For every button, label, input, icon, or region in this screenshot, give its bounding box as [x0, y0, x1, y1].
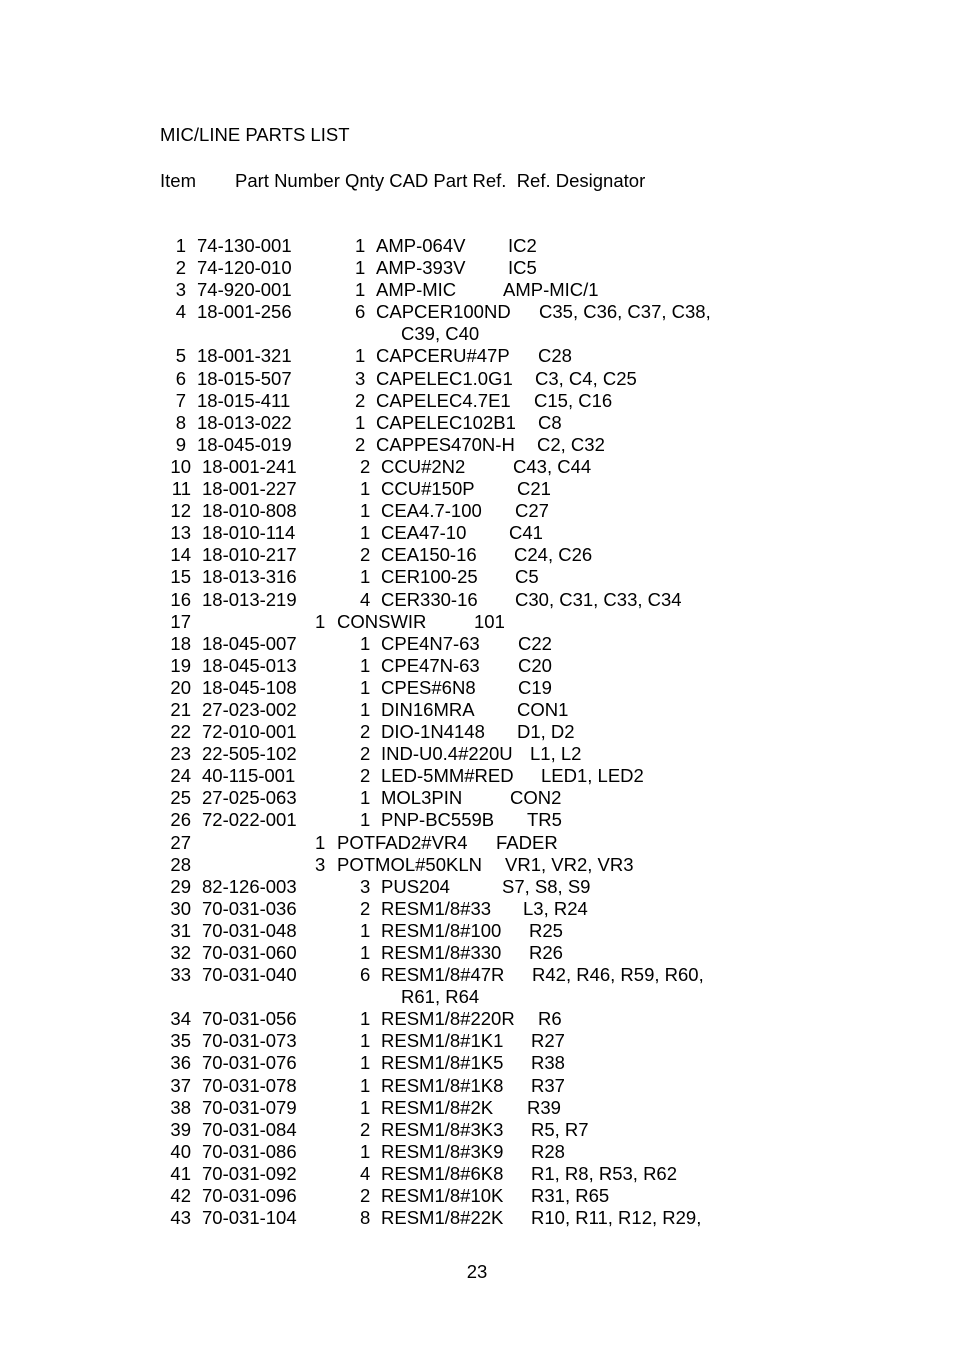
- quantity: 1: [360, 676, 371, 698]
- ref-designator: D1, D2: [517, 721, 575, 743]
- ref-designator: C43, C44: [513, 455, 592, 477]
- item-number: 18: [170, 632, 191, 654]
- cad-part-ref: RESM1/8#2K: [381, 1096, 494, 1118]
- quantity: 2: [360, 897, 371, 919]
- cad-part-ref: RESM1/8#330: [381, 942, 502, 963]
- part-number: 70-031-084: [202, 1118, 297, 1140]
- item-number: 24: [170, 765, 191, 787]
- quantity: 1: [360, 566, 371, 588]
- part-number: 70-031-056: [202, 1008, 297, 1030]
- quantity: 2: [360, 765, 371, 787]
- item-number: 20: [170, 676, 191, 698]
- quantity: 1: [360, 698, 371, 720]
- ref-designator: R26: [529, 942, 563, 963]
- part-number: 18-015-507: [197, 367, 292, 389]
- item-number: 3: [175, 279, 186, 301]
- ref-designator: 101: [474, 610, 505, 632]
- cad-part-ref: CPE47N-63: [381, 654, 480, 676]
- item-number: 9: [175, 433, 186, 455]
- quantity: 6: [355, 301, 366, 323]
- list-item: [0, 1052, 954, 1074]
- list-item: [0, 1141, 954, 1163]
- part-number: 40-115-001: [202, 765, 296, 787]
- quantity: 1: [360, 500, 371, 522]
- part-number: 70-031-092: [202, 1162, 297, 1184]
- ref-designator: C27: [515, 500, 549, 522]
- ref-designator: C3, C4, C25: [535, 367, 637, 389]
- ref-designator: R37: [531, 1074, 565, 1096]
- quantity: 1: [360, 654, 371, 676]
- part-number: 18-045-013: [202, 654, 297, 676]
- list-item: [0, 235, 954, 257]
- item-number: 19: [170, 654, 191, 676]
- part-number: 18-045-108: [202, 676, 297, 698]
- ref-designator: R6: [538, 1008, 562, 1030]
- quantity: 1: [315, 610, 326, 632]
- part-number: 70-031-073: [202, 1030, 297, 1052]
- item-number: 6: [175, 367, 186, 389]
- part-number: 18-001-256: [197, 301, 292, 323]
- list-item-continuation: [0, 986, 954, 1008]
- list-item: [0, 1185, 954, 1207]
- part-number: 70-031-078: [202, 1074, 297, 1096]
- cad-part-ref: CAPCER100ND: [376, 301, 511, 323]
- quantity: 1: [360, 1096, 371, 1118]
- item-number: 23: [170, 743, 191, 765]
- ref-designator: L1, L2: [530, 743, 582, 765]
- cad-part-ref: CCU#150P: [381, 478, 475, 500]
- part-number: 70-031-096: [202, 1185, 297, 1207]
- item-number: 17: [170, 610, 191, 632]
- quantity: 2: [355, 389, 366, 411]
- cad-part-ref: PNP-BC559B: [381, 809, 495, 831]
- part-number: 70-031-048: [202, 919, 297, 941]
- quantity: 2: [360, 743, 371, 765]
- part-number: 70-031-104: [202, 1207, 297, 1229]
- ref-designator: LED1, LED2: [541, 765, 644, 787]
- list-item: [0, 611, 954, 633]
- ref-designator: S7, S8, S9: [502, 875, 591, 897]
- quantity: 4: [360, 1162, 371, 1184]
- part-number: 27-023-002: [202, 698, 297, 720]
- part-number: 18-010-217: [202, 544, 297, 566]
- quantity: 2: [355, 433, 366, 455]
- cad-part-ref: CAPPES470N-H: [376, 433, 515, 455]
- quantity: 2: [360, 455, 371, 477]
- quantity: 1: [360, 787, 371, 809]
- list-item: [0, 765, 954, 787]
- cad-part-ref: RESM1/8#10K: [381, 1185, 504, 1207]
- quantity: 1: [360, 1074, 371, 1096]
- list-item: [0, 566, 954, 588]
- quantity: 1: [360, 1030, 371, 1052]
- cad-part-ref: RESM1/8#1K5: [381, 1052, 504, 1074]
- list-item: [0, 1163, 954, 1185]
- ref-designator: C21: [517, 478, 551, 500]
- item-number: 37: [170, 1074, 191, 1096]
- item-number: 35: [170, 1030, 191, 1052]
- ref-designator: IC5: [508, 257, 537, 279]
- item-number: 16: [170, 588, 191, 610]
- list-item: [0, 522, 954, 544]
- quantity: 1: [355, 411, 366, 433]
- list-item: [0, 699, 954, 721]
- ref-designator: R38: [531, 1052, 565, 1074]
- quantity: 6: [360, 964, 371, 986]
- quantity: 1: [360, 1052, 371, 1074]
- ref-designator: AMP-MIC/1: [503, 279, 599, 301]
- item-number: 25: [170, 787, 191, 809]
- ref-designator: R1, R8, R53, R62: [531, 1162, 678, 1184]
- parts-list: [0, 235, 954, 1229]
- cad-part-ref: RESM1/8#47R: [381, 964, 505, 986]
- list-item: [0, 920, 954, 942]
- list-item: [0, 544, 954, 566]
- list-item: [0, 478, 954, 500]
- part-number: 18-001-241: [202, 455, 297, 477]
- list-item: [0, 1030, 954, 1052]
- ref-designator: FADER: [496, 831, 558, 853]
- list-item: [0, 434, 954, 456]
- list-item: [0, 500, 954, 522]
- cad-part-ref: RESM1/8#1K8: [381, 1074, 504, 1096]
- ref-designator: VR1, VR2, VR3: [505, 853, 634, 875]
- column-header-item: Item: [160, 170, 196, 191]
- list-item: [0, 854, 954, 876]
- part-number: 18-015-411: [197, 389, 291, 411]
- ref-designator: C20: [518, 654, 552, 676]
- cad-part-ref: PUS204: [381, 875, 450, 897]
- part-number: 70-031-036: [202, 897, 297, 919]
- part-number: 18-010-808: [202, 500, 297, 522]
- item-number: 26: [170, 809, 191, 831]
- cad-part-ref: MOL3PIN: [381, 787, 463, 809]
- part-number: 18-001-321: [197, 345, 292, 367]
- list-item: [0, 942, 954, 964]
- cad-part-ref: LED-5MM#RED: [381, 765, 514, 787]
- ref-designator: C30, C31, C33, C34: [515, 588, 682, 610]
- list-item: [0, 655, 954, 677]
- quantity: 8: [360, 1207, 371, 1229]
- list-item: [0, 412, 954, 434]
- cad-part-ref: DIN16MRA: [381, 698, 475, 720]
- ref-designator: C8: [538, 411, 562, 433]
- ref-designator: C35, C36, C37, C38,: [539, 301, 711, 323]
- item-number: 43: [170, 1207, 191, 1229]
- item-number: 33: [170, 964, 191, 986]
- quantity: 1: [360, 632, 371, 654]
- list-item: [0, 301, 954, 323]
- part-number: 22-505-102: [202, 743, 297, 765]
- quantity: 2: [360, 1118, 371, 1140]
- quantity: 1: [360, 1140, 371, 1162]
- item-number: 30: [170, 897, 191, 919]
- ref-designator-continued: C39, C40: [401, 323, 480, 345]
- part-number: 74-130-001: [197, 235, 292, 256]
- part-number: 70-031-079: [202, 1096, 297, 1118]
- item-number: 7: [175, 389, 186, 411]
- cad-part-ref: CAPELEC4.7E1: [376, 389, 511, 411]
- cad-part-ref: DIO-1N4148: [381, 721, 485, 743]
- ref-designator: C22: [518, 632, 552, 654]
- cad-part-ref: RESM1/8#3K9: [381, 1140, 504, 1162]
- item-number: 38: [170, 1096, 191, 1118]
- list-item: [0, 1008, 954, 1030]
- cad-part-ref: AMP-393V: [376, 257, 466, 279]
- page-title: MIC/LINE PARTS LIST: [160, 124, 350, 145]
- cad-part-ref: IND-U0.4#220U: [381, 743, 513, 765]
- item-number: 41: [170, 1162, 191, 1184]
- list-item: [0, 257, 954, 279]
- item-number: 42: [170, 1185, 191, 1207]
- item-number: 40: [170, 1140, 191, 1162]
- item-number: 8: [175, 411, 186, 433]
- cad-part-ref: RESM1/8#100: [381, 919, 502, 941]
- cad-part-ref: CAPELEC102B1: [376, 411, 516, 433]
- item-number: 36: [170, 1052, 191, 1074]
- cad-part-ref: CAPCERU#47P: [376, 345, 510, 367]
- list-item: [0, 456, 954, 478]
- item-number: 32: [170, 942, 191, 963]
- part-number: 70-031-060: [202, 942, 297, 963]
- list-item: [0, 677, 954, 699]
- cad-part-ref: CEA4.7-100: [381, 500, 482, 522]
- cad-part-ref: CCU#2N2: [381, 455, 466, 477]
- quantity: 1: [355, 235, 366, 256]
- cad-part-ref: AMP-064V: [376, 235, 466, 256]
- part-number: 82-126-003: [202, 875, 297, 897]
- ref-designator: C24, C26: [514, 544, 593, 566]
- quantity: 1: [360, 522, 371, 544]
- list-item: [0, 743, 954, 765]
- cad-part-ref: CEA47-10: [381, 522, 467, 544]
- ref-designator: R31, R65: [531, 1185, 610, 1207]
- quantity: 2: [360, 1185, 371, 1207]
- part-number: 18-045-007: [202, 632, 297, 654]
- cad-part-ref: CPE4N7-63: [381, 632, 480, 654]
- item-number: 15: [170, 566, 191, 588]
- cad-part-ref: CAPELEC1.0G1: [376, 367, 513, 389]
- list-item: [0, 390, 954, 412]
- quantity: 3: [315, 853, 326, 875]
- cad-part-ref: RESM1/8#220R: [381, 1008, 515, 1030]
- list-item: [0, 279, 954, 301]
- list-item: [0, 345, 954, 367]
- quantity: 1: [355, 257, 366, 279]
- list-item: [0, 721, 954, 743]
- item-number: 28: [170, 853, 191, 875]
- cad-part-ref: POTMOL#50KLN: [337, 853, 482, 875]
- cad-part-ref: AMP-MIC: [376, 279, 457, 301]
- cad-part-ref: RESM1/8#1K1: [381, 1030, 504, 1052]
- page-number: 23: [466, 1261, 488, 1282]
- list-item-continuation: [0, 323, 954, 345]
- item-number: 12: [170, 500, 191, 522]
- item-number: 10: [170, 455, 191, 477]
- list-item: [0, 1097, 954, 1119]
- cad-part-ref: CONSWIR: [337, 610, 427, 632]
- item-number: 29: [170, 875, 191, 897]
- cad-part-ref: CEA150-16: [381, 544, 477, 566]
- ref-designator: IC2: [508, 235, 537, 256]
- ref-designator: R42, R46, R59, R60,: [532, 964, 704, 986]
- ref-designator: CON1: [517, 698, 569, 720]
- cad-part-ref: RESM1/8#33: [381, 897, 492, 919]
- item-number: 31: [170, 919, 191, 941]
- ref-designator: C28: [538, 345, 572, 367]
- quantity: 1: [360, 919, 371, 941]
- cad-part-ref: RESM1/8#22K: [381, 1207, 504, 1229]
- part-number: 70-031-040: [202, 964, 297, 986]
- item-number: 13: [170, 522, 191, 544]
- ref-designator: R25: [529, 919, 563, 941]
- quantity: 1: [360, 478, 371, 500]
- ref-designator: L3, R24: [523, 897, 588, 919]
- quantity: 2: [360, 544, 371, 566]
- item-number: 11: [171, 478, 191, 500]
- part-number: 74-120-010: [197, 257, 292, 279]
- list-item: [0, 589, 954, 611]
- part-number: 18-013-219: [202, 588, 297, 610]
- item-number: 39: [170, 1118, 191, 1140]
- ref-designator: R5, R7: [531, 1118, 589, 1140]
- cad-part-ref: CPES#6N8: [381, 676, 476, 698]
- item-number: 14: [170, 544, 191, 566]
- item-number: 22: [170, 721, 191, 743]
- part-number: 27-025-063: [202, 787, 297, 809]
- item-number: 21: [170, 698, 191, 720]
- part-number: 18-013-022: [197, 411, 292, 433]
- quantity: 1: [360, 1008, 371, 1030]
- ref-designator: R10, R11, R12, R29,: [531, 1207, 702, 1229]
- part-number: 70-031-076: [202, 1052, 297, 1074]
- cad-part-ref: CER100-25: [381, 566, 478, 588]
- ref-designator: C5: [515, 566, 539, 588]
- item-number: 1: [175, 235, 186, 256]
- cad-part-ref: RESM1/8#3K3: [381, 1118, 504, 1140]
- column-headers: Part Number Qnty CAD Part Ref. Ref. Designator: [235, 170, 646, 191]
- ref-designator: R39: [527, 1096, 561, 1118]
- quantity: 2: [360, 721, 371, 743]
- part-number: 18-013-316: [202, 566, 297, 588]
- ref-designator: CON2: [510, 787, 562, 809]
- item-number: 5: [175, 345, 186, 367]
- item-number: 4: [175, 301, 186, 323]
- list-item: [0, 832, 954, 854]
- quantity: 1: [360, 809, 371, 831]
- item-number: 27: [170, 831, 191, 853]
- ref-designator: C41: [509, 522, 543, 544]
- ref-designator: R27: [531, 1030, 565, 1052]
- list-item: [0, 633, 954, 655]
- ref-designator: C19: [518, 676, 552, 698]
- quantity: 3: [360, 875, 371, 897]
- item-number: 2: [175, 257, 186, 279]
- quantity: 3: [355, 367, 366, 389]
- part-number: 18-010-114: [202, 522, 296, 544]
- quantity: 1: [360, 942, 371, 963]
- ref-designator: C2, C32: [537, 433, 605, 455]
- list-item: [0, 368, 954, 390]
- quantity: 4: [360, 588, 371, 610]
- list-item: [0, 898, 954, 920]
- ref-designator-continued: R61, R64: [401, 986, 480, 1008]
- part-number: 72-022-001: [202, 809, 297, 831]
- part-number: 18-045-019: [197, 433, 292, 455]
- list-item: [0, 964, 954, 986]
- cad-part-ref: POTFAD2#VR4: [337, 831, 468, 853]
- list-item: [0, 1119, 954, 1141]
- part-number: 74-920-001: [197, 279, 292, 301]
- list-item: [0, 1207, 954, 1229]
- part-number: 18-001-227: [202, 478, 297, 500]
- ref-designator: TR5: [527, 809, 562, 831]
- cad-part-ref: RESM1/8#6K8: [381, 1162, 504, 1184]
- quantity: 1: [355, 345, 366, 367]
- cad-part-ref: CER330-16: [381, 588, 478, 610]
- list-item: [0, 809, 954, 831]
- quantity: 1: [355, 279, 366, 301]
- ref-designator: C15, C16: [534, 389, 613, 411]
- part-number: 72-010-001: [202, 721, 297, 743]
- list-item: [0, 876, 954, 898]
- part-number: 70-031-086: [202, 1140, 297, 1162]
- item-number: 34: [170, 1008, 191, 1030]
- list-item: [0, 787, 954, 809]
- ref-designator: R28: [531, 1140, 565, 1162]
- quantity: 1: [315, 831, 326, 853]
- list-item: [0, 1075, 954, 1097]
